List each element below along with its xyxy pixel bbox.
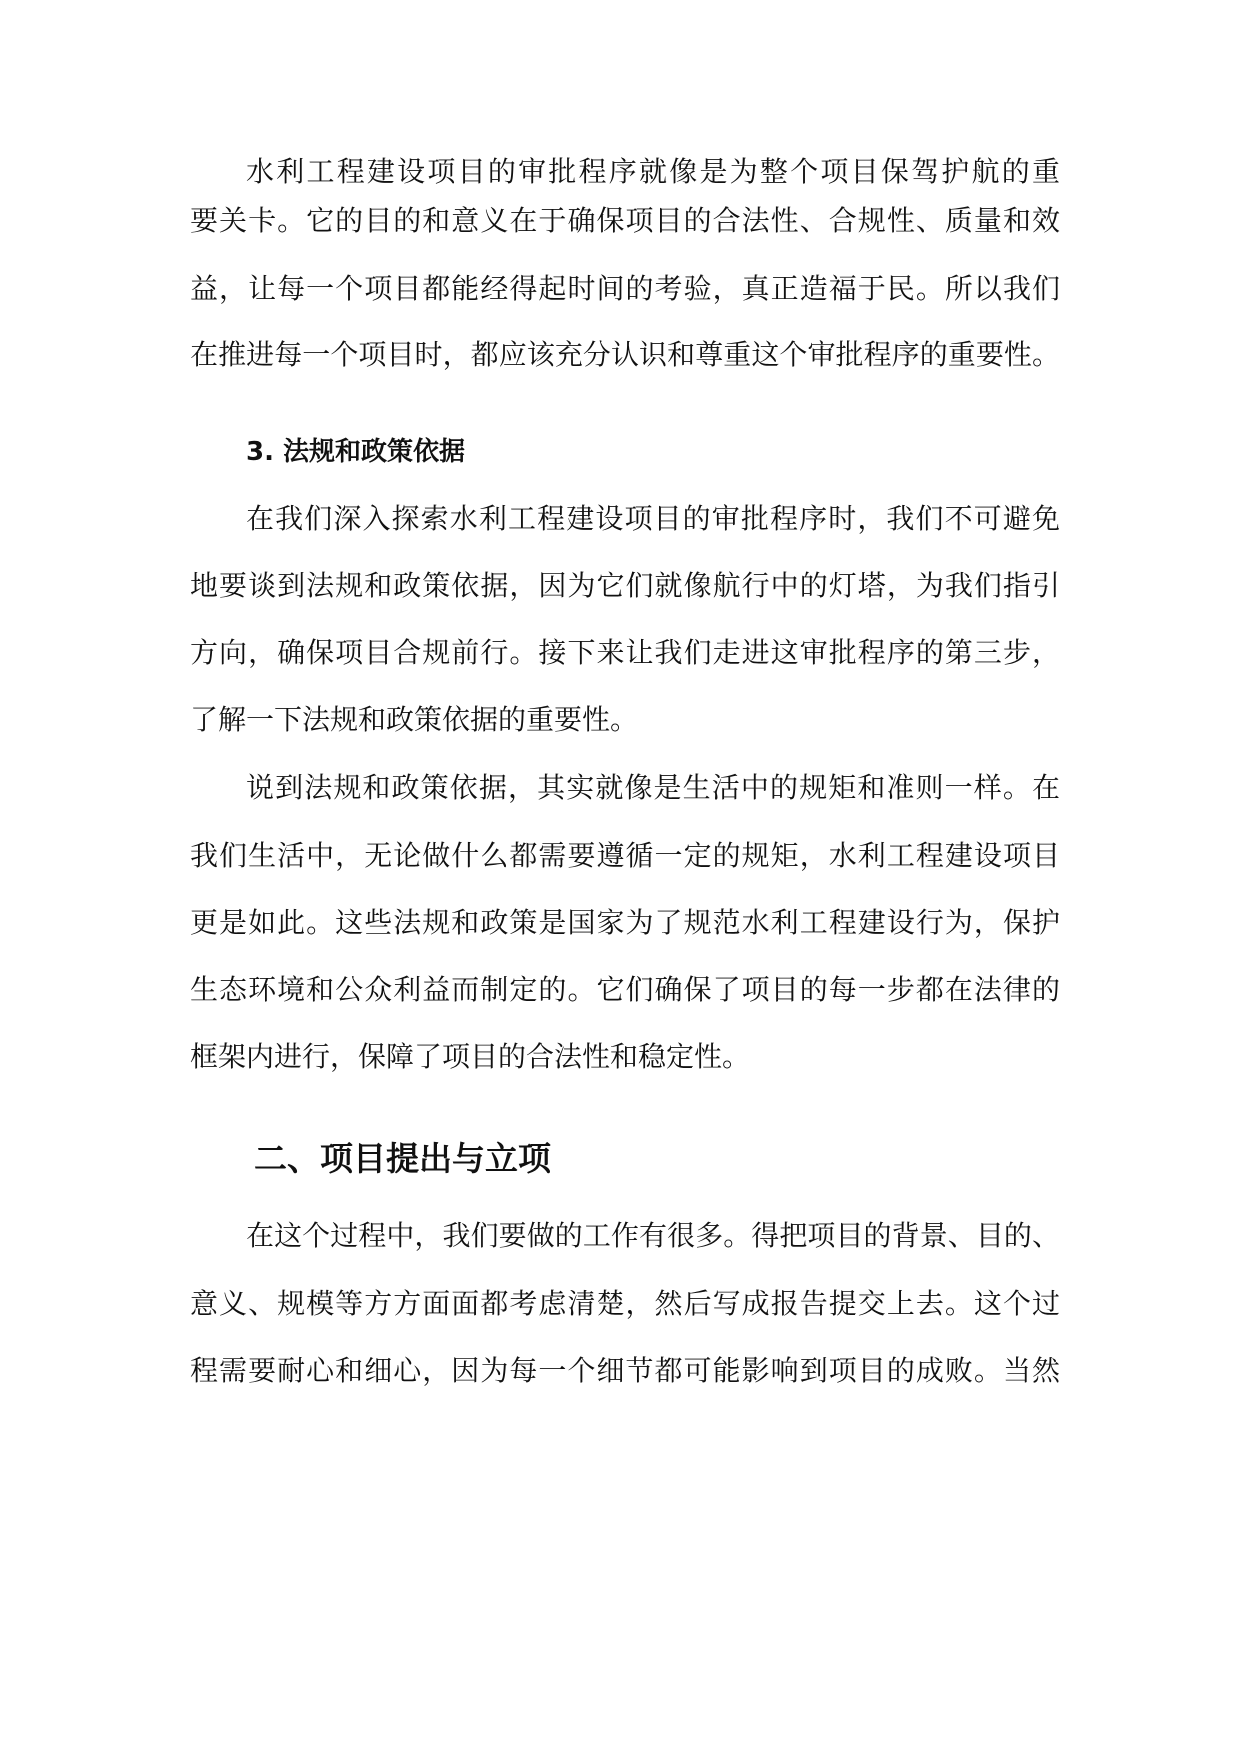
paragraph-line: 要关卡。它的目的和意义在于确保项目的合法性、合规性、质量和效	[190, 204, 1060, 237]
paragraph-line: 益，让每一个项目都能经得起时间的考验，真正造福于民。所以我们	[190, 272, 1060, 305]
paragraph-line: 地要谈到法规和政策依据，因为它们就像航行中的灯塔，为我们指引	[190, 569, 1060, 602]
section-heading: 3. 法规和政策依据	[246, 437, 466, 467]
paragraph-line: 说到法规和政策依据，其实就像是生活中的规矩和准则一样。在	[246, 771, 1060, 804]
paragraph-line: 在这个过程中，我们要做的工作有很多。得把项目的背景、目的、	[246, 1219, 1060, 1252]
paragraph-line: 了解一下法规和政策依据的重要性。	[190, 703, 639, 736]
paragraph-line: 方向，确保项目合规前行。接下来让我们走进这审批程序的第三步，	[190, 636, 1060, 669]
paragraph-line: 我们生活中，无论做什么都需要遵循一定的规矩，水利工程建设项目	[190, 839, 1060, 872]
chapter-heading: 二、项目提出与立项	[254, 1139, 551, 1178]
paragraph-line: 意义、规模等方方面面都考虑清楚，然后写成报告提交上去。这个过	[190, 1287, 1060, 1320]
paragraph-line: 框架内进行，保障了项目的合法性和稳定性。	[190, 1040, 751, 1073]
paragraph-line: 水利工程建设项目的审批程序就像是为整个项目保驾护航的重	[246, 155, 1060, 188]
paragraph-line: 程需要耐心和细心，因为每一个细节都可能影响到项目的成败。当然	[190, 1354, 1060, 1387]
paragraph-line: 在推进每一个项目时，都应该充分认识和尊重这个审批程序的重要性。	[190, 338, 1060, 371]
paragraph-line: 在我们深入探索水利工程建设项目的审批程序时，我们不可避免	[246, 502, 1060, 535]
paragraph-line: 生态环境和公众利益而制定的。它们确保了项目的每一步都在法律的	[190, 973, 1060, 1006]
paragraph-line: 更是如此。这些法规和政策是国家为了规范水利工程建设行为，保护	[190, 906, 1060, 939]
